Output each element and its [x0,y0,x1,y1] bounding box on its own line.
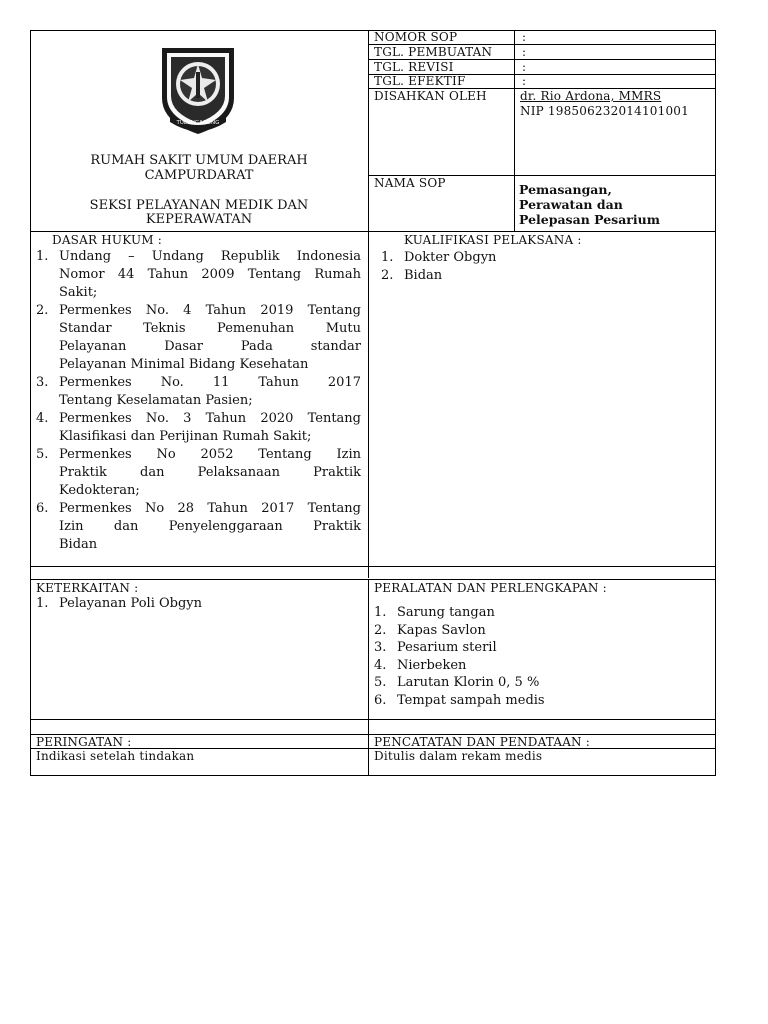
equipment-item-num: 6. [374,693,387,708]
legal-item-line: Bidan [59,537,98,552]
relation-title: KETERKAITAN : [36,581,139,595]
legal-item-line: Tentang Keselamatan Pasien; [59,393,253,408]
relation-item-num: 1. [36,596,49,611]
recording-text: Ditulis dalam rekam medis [374,749,543,763]
hospital-name-line2: CAMPURDARAT [144,168,254,183]
approved-by-label: DISAHKAN OLEH [374,89,487,103]
legal-item-line: Klasifikasi dan Perijinan Rumah Sakit; [59,429,312,444]
row-line [30,579,716,580]
legal-item-num: 2. [36,303,49,318]
legal-item-line: Undang – Undang Republik Indonesia [59,249,361,264]
equipment-title: PERALATAN DAN PERLENGKAPAN : [374,581,607,595]
legal-item-line: Permenkes No 2052 Tentang Izin [59,447,361,462]
equipment-item: Nierbeken [397,657,467,673]
equipment-item: Tempat sampah medis [397,693,545,708]
row-line [30,719,716,720]
legal-item-line: Permenkes No. 4 Tahun 2019 Tentang [59,303,361,318]
logo-label: TULUNGAGUNG [176,120,220,126]
legal-item-num: 3. [36,375,49,390]
regency-logo-shield-icon [156,42,240,138]
legal-item-num: 5. [36,447,49,462]
legal-item-line: Permenkes No 28 Tahun 2017 Tentang [59,501,361,516]
qualification-title: KUALIFIKASI PELAKSANA : [404,233,582,247]
column-divider-upper [368,30,369,578]
qualification-item-num: 2. [381,268,394,283]
equipment-item-num: 3. [374,640,387,656]
legal-basis-title: DASAR HUKUM : [52,233,162,247]
field-value-nomor-sop: : [522,30,527,44]
field-label-tgl-revisi: TGL. REVISI [374,60,454,74]
qualification-item-num: 1. [381,250,394,265]
recording-title: PENCATATAN DAN PENDATAAN : [374,735,591,749]
approver-nip: NIP 198506232014101001 [520,104,689,118]
section-name-line1: SEKSI PELAYANAN MEDIK DAN [89,198,309,213]
hospital-name-line1: RUMAH SAKIT UMUM DAERAH [90,153,308,168]
equipment-item-num: 5. [374,675,387,691]
legal-item-line: Izin dan Penyelenggaraan Praktik [59,519,361,534]
legal-item-line: Sakit; [59,285,98,300]
row-line [30,231,716,232]
legal-item-line: Nomor 44 Tahun 2009 Tentang Rumah [59,267,361,282]
row-line [30,566,716,567]
equipment-item-num: 2. [374,622,387,638]
relation-item: Pelayanan Poli Obgyn [59,596,202,611]
equipment-item-num: 4. [374,657,387,673]
field-value-tgl-efektif: : [522,74,527,88]
legal-item-line: Permenkes No. 11 Tahun 2017 [59,375,361,390]
equipment-item-num: 1. [374,605,387,620]
field-label-tgl-efektif: TGL. EFEKTIF [374,74,466,88]
header-value-divider [514,30,515,231]
section-name-line2: KEPERAWATAN [145,212,253,227]
field-value-tgl-revisi: : [522,60,527,74]
qualification-item: Bidan [404,268,443,283]
sop-name-label: NAMA SOP [374,176,446,190]
legal-item-line: Standar Teknis Pemenuhan Mutu [59,321,361,336]
row-line [30,734,716,735]
legal-item-line: Praktik dan Pelaksanaan Praktik [59,465,361,480]
legal-item-num: 4. [36,411,49,426]
sop-title-line2: Perawatan dan [519,197,623,212]
field-label-tgl-pembuatan: TGL. PEMBUATAN [374,45,493,59]
warning-text: Indikasi setelah tindakan [36,749,195,763]
legal-item-line: Pelayanan Minimal Bidang Kesehatan [59,357,309,372]
field-label-nomor-sop: NOMOR SOP [374,30,458,44]
legal-item-line: Pelayanan Dasar Pada standar [59,339,361,354]
column-divider-lower [368,580,369,776]
equipment-item: Kapas Savlon [397,622,486,638]
equipment-item: Sarung tangan [397,605,495,620]
legal-item-line: Permenkes No. 3 Tahun 2020 Tentang [59,411,361,426]
legal-item-num: 1. [36,249,49,264]
warning-title: PERINGATAN : [36,735,132,749]
equipment-item: Larutan Klorin 0, 5 % [397,675,540,691]
qualification-item: Dokter Obgyn [404,250,497,265]
sop-title-line1: Pemasangan, [519,182,612,197]
approver-name: dr. Rio Ardona, MMRS [520,89,662,103]
legal-item-num: 6. [36,501,49,516]
legal-item-line: Kedokteran; [59,483,140,498]
field-value-tgl-pembuatan: : [522,45,527,59]
equipment-item: Pesarium steril [397,640,497,656]
sop-title-line3: Pelepasan Pesarium [519,212,660,227]
